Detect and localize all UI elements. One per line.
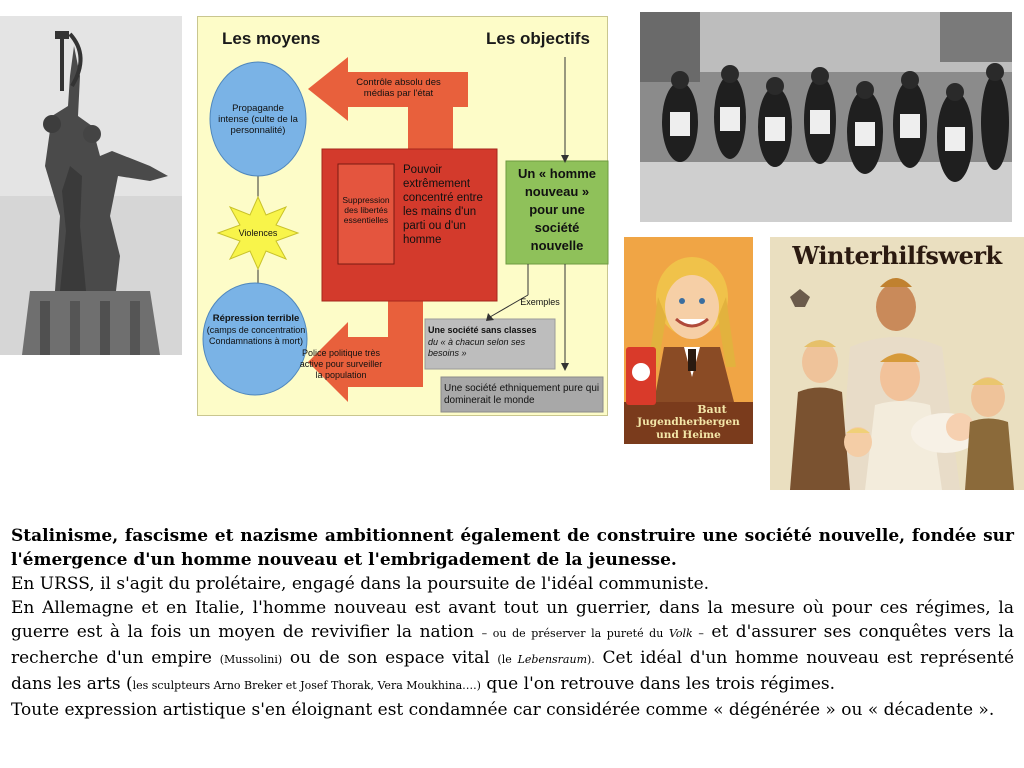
girl-caption-2: Jugendherbergen bbox=[637, 416, 740, 428]
p2-aside-start: – ou de préserver la pureté du bbox=[481, 627, 664, 640]
violence-label: Violences bbox=[238, 228, 278, 238]
power-label: Pouvoir extrêmement concentré entre les mains d'un parti ou d'un homme bbox=[403, 164, 483, 246]
p2-aside-volk bbox=[482, 627, 704, 640]
police-label: Police politique très active pour surveiller la population bbox=[299, 348, 383, 380]
regime-diagram bbox=[197, 16, 608, 416]
lebensraum-word: Lebensraum bbox=[517, 653, 588, 666]
p2-part-a: En Allemagne et en Italie, l'homme nouveau est avant tout un guerrier, dans la mesure où pour ces régimes, la guerre est à la fois un moyen de revivifier la nation bbox=[11, 598, 1014, 642]
propaganda-label: Propagande intense (culte de la personnalité) bbox=[218, 103, 298, 136]
parade-illustration bbox=[640, 12, 1012, 222]
statue-illustration bbox=[0, 16, 182, 355]
winterhilfswerk-title: Winterhilfswerk bbox=[792, 241, 1002, 270]
classless-title: Une société sans classes bbox=[428, 325, 537, 335]
means-title: Les moyens bbox=[222, 29, 321, 48]
mussolini-note: (Mussolini) bbox=[219, 653, 283, 666]
p2-part-b: et d'assurer ses conquêtes vers la recherche d'un empire bbox=[11, 622, 1015, 668]
germany-italy-paragraph bbox=[11, 596, 1014, 698]
lebensraum-close: ). bbox=[587, 653, 595, 666]
sculptors-note: les sculpteurs Arno Breker et Josef Thorak, Vera Moukhina….) bbox=[132, 679, 481, 692]
hitler-youth-poster bbox=[624, 237, 753, 444]
p2-aside-end: – bbox=[698, 627, 704, 640]
lebensraum-note bbox=[497, 653, 594, 666]
explanatory-text bbox=[11, 524, 1014, 722]
p2-part-e: que l'on retrouve dans les trois régimes. bbox=[486, 674, 836, 694]
classless-body: du « à chacun selon ses besoins » bbox=[428, 337, 526, 358]
youth-parade-photo bbox=[640, 12, 1012, 222]
winterhilfswerk-poster bbox=[770, 237, 1024, 490]
volk-word: Volk bbox=[668, 627, 693, 640]
girl-caption-1: Baut bbox=[697, 403, 727, 416]
repression-body: (camps de concentration Condamnations à mort) bbox=[206, 325, 306, 346]
objectives-title: Les objectifs bbox=[486, 29, 590, 48]
family-illustration bbox=[770, 237, 1024, 490]
repression-title: Répression terrible bbox=[212, 313, 300, 324]
art-paragraph: Toute expression artistique s'en éloignant est condamnée car considérée comme « dégénérée » ou « décadente ». bbox=[11, 700, 995, 720]
girl-caption-3: und Heime bbox=[656, 429, 721, 441]
lebensraum-prefix: (le bbox=[497, 653, 512, 666]
media-arrow bbox=[308, 57, 468, 152]
urss-paragraph: En URSS, il s'agit du prolétaire, engagé dans la poursuite de l'idéal communiste. bbox=[11, 574, 710, 594]
p2-part-d: Cet idéal d'un homme nouveau est représenté dans les arts ( bbox=[11, 648, 1015, 694]
new-man-label: Un « homme nouveau » pour une société nouvelle bbox=[517, 166, 596, 253]
ethnic-label: Une société ethniquement pure qui dominerait le monde bbox=[444, 383, 600, 406]
statue-photo bbox=[0, 16, 182, 355]
suppression-label: Suppression des libertés essentielles bbox=[342, 195, 390, 225]
media-control-label: Contrôle absolu des médias par l'état bbox=[356, 77, 441, 99]
lead-paragraph: Stalinisme, fascisme et nazisme ambitionnent également de construire une société nouvelle, fondée sur l'émergence d'un homme nouveau et l'embrigadement de la jeunesse. bbox=[11, 526, 1014, 570]
p2-part-c: ou de son espace vital bbox=[289, 648, 490, 668]
examples-label: Exemples bbox=[520, 297, 560, 307]
